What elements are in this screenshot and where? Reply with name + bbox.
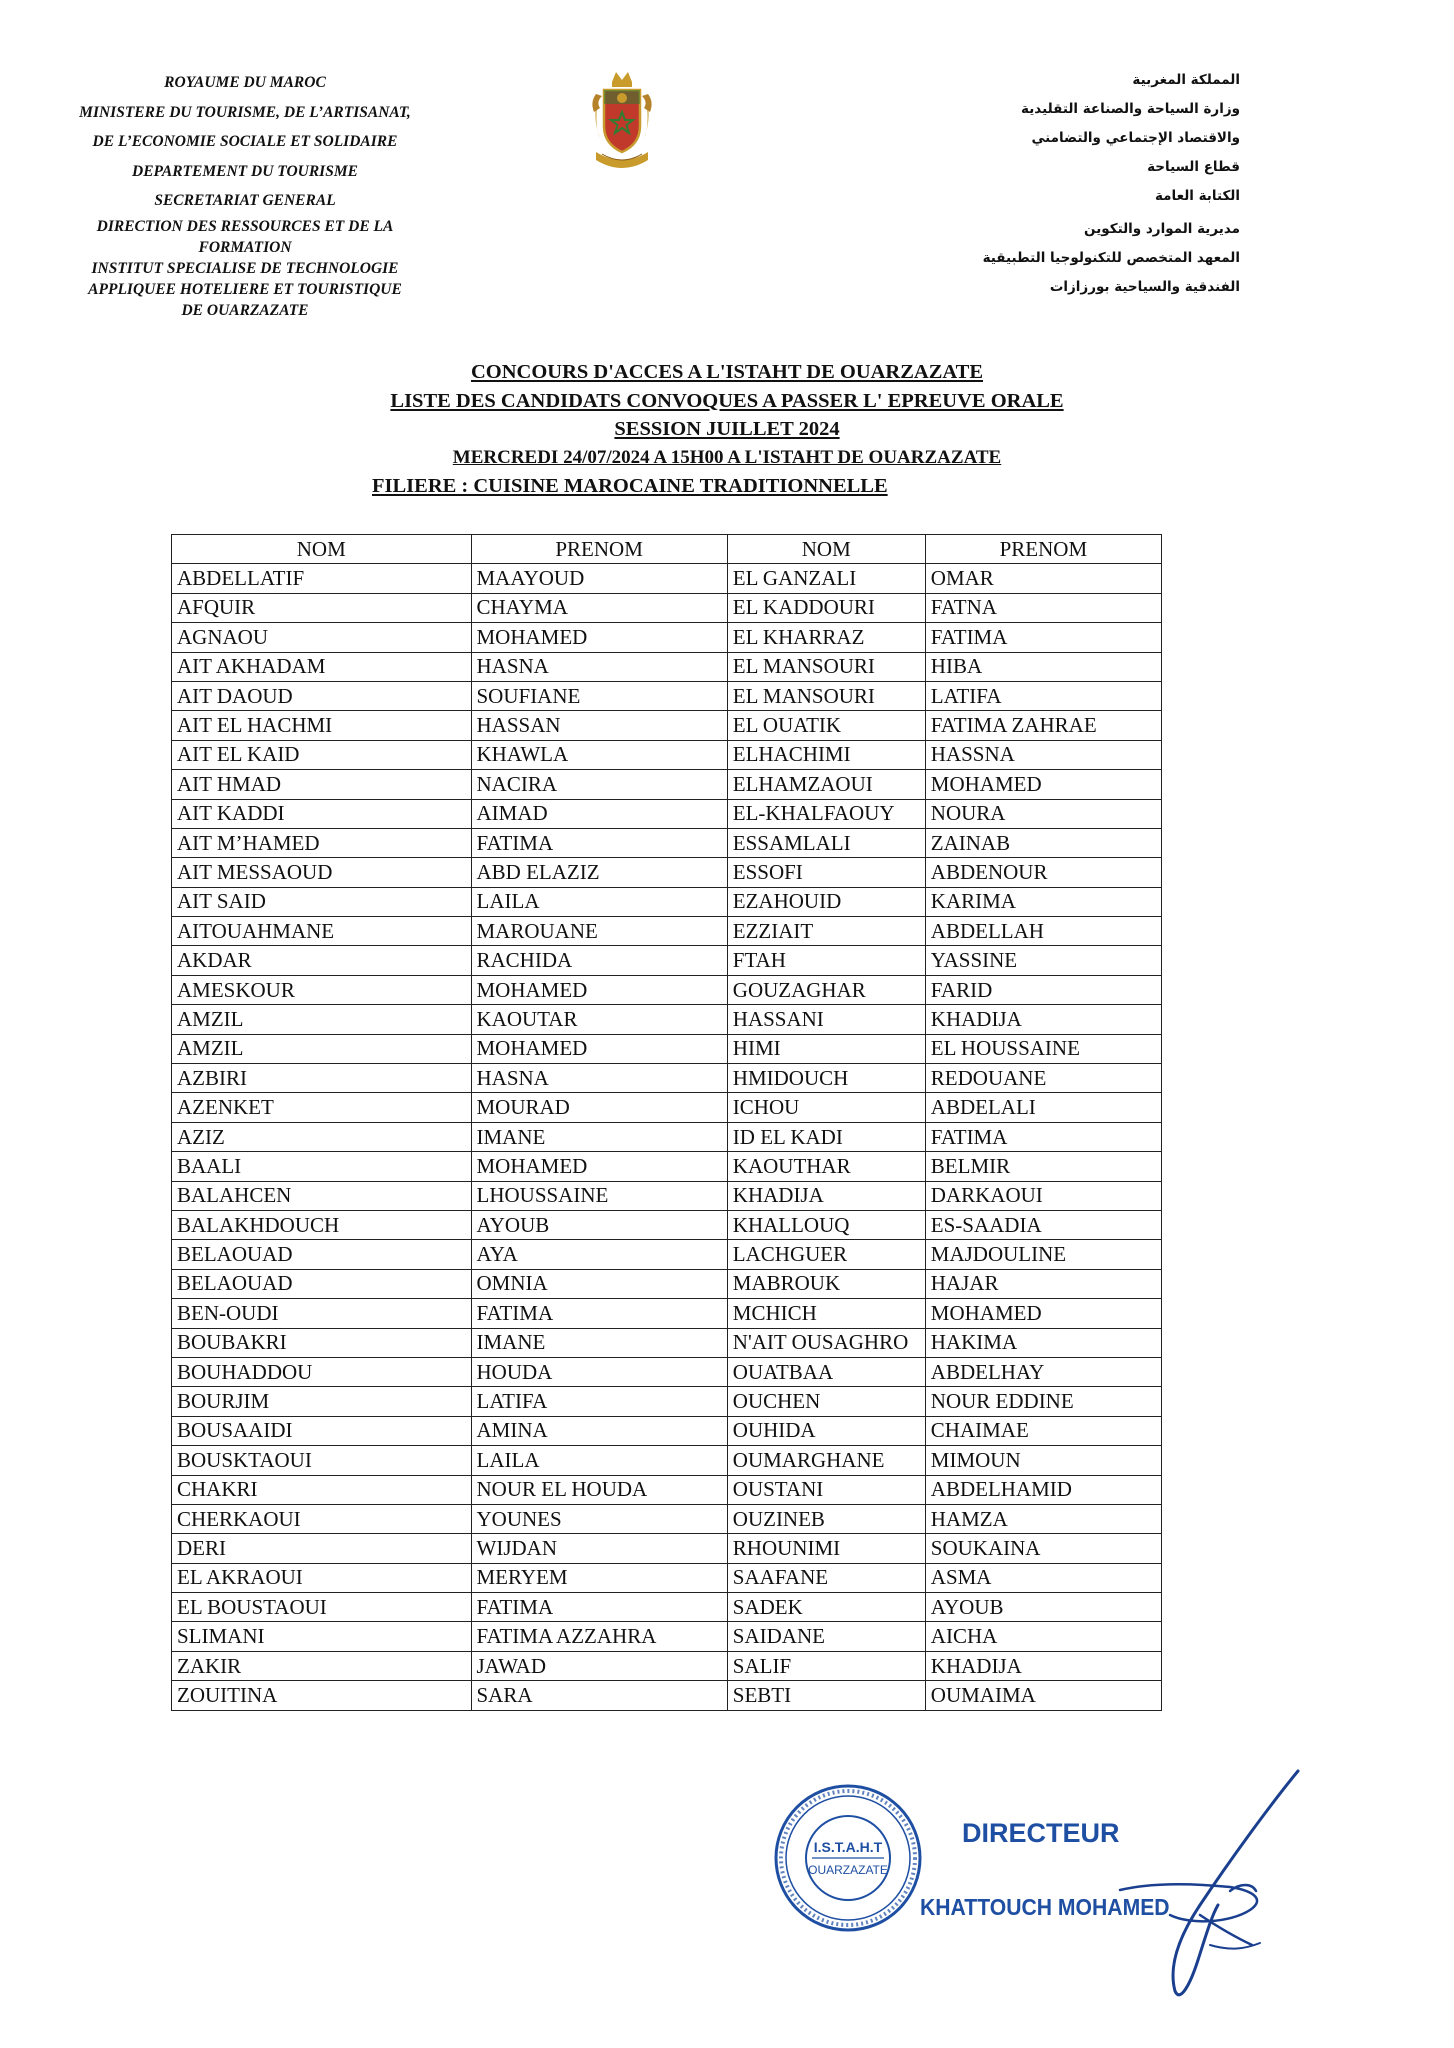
cell-prenom-right: MAJDOULINE (925, 1240, 1161, 1269)
cell-prenom-right: AYOUB (925, 1593, 1161, 1622)
cell-prenom-left: IMANE (471, 1328, 727, 1357)
cell-prenom-right: FATNA (925, 593, 1161, 622)
table-row (172, 770, 1162, 799)
table-row (172, 946, 1162, 975)
cell-prenom-right: KHADIJA (925, 1651, 1161, 1680)
cell-prenom-left: FATIMA (471, 1593, 727, 1622)
cell-nom-left: AIT HMAD (172, 770, 472, 799)
cell-prenom-left: MOHAMED (471, 1152, 727, 1181)
cell-nom-left: AZENKET (172, 1093, 472, 1122)
cell-nom-right: N'AIT OUSAGHRO (727, 1328, 925, 1357)
cell-nom-left: AIT AKHADAM (172, 652, 472, 681)
cell-nom-right: OUMARGHANE (727, 1446, 925, 1475)
cell-nom-left: BOUBAKRI (172, 1328, 472, 1357)
table-row (172, 1269, 1162, 1298)
cell-prenom-right: NOUR EDDINE (925, 1387, 1161, 1416)
cell-nom-left: DERI (172, 1534, 472, 1563)
cell-nom-left: BALAKHDOUCH (172, 1210, 472, 1239)
cell-prenom-left: SARA (471, 1681, 727, 1710)
table-row (172, 740, 1162, 769)
cell-prenom-right: ABDELLAH (925, 917, 1161, 946)
cell-nom-left: AMZIL (172, 1034, 472, 1063)
table-row (172, 1622, 1162, 1651)
table-row (172, 1563, 1162, 1592)
cell-prenom-left: MOHAMED (471, 623, 727, 652)
cell-nom-left: BOURJIM (172, 1387, 472, 1416)
table-row (172, 681, 1162, 710)
cell-nom-left: AKDAR (172, 946, 472, 975)
cell-prenom-left: FATIMA (471, 828, 727, 857)
cell-nom-left: ZAKIR (172, 1651, 472, 1680)
header-right-line: قطاع السياحة (1147, 159, 1240, 175)
cell-prenom-right: MOHAMED (925, 1299, 1161, 1328)
table-row (172, 887, 1162, 916)
director-name: KHATTOUCH MOHAMED (920, 1894, 1170, 1920)
cell-nom-left: AIT MESSAOUD (172, 858, 472, 887)
cell-prenom-right: ASMA (925, 1563, 1161, 1592)
cell-nom-left: EL BOUSTAOUI (172, 1593, 472, 1622)
header-left-line: MINISTERE DU TOURISME, DE L’ARTISANAT, (79, 103, 411, 121)
cell-nom-left: BEN-OUDI (172, 1299, 472, 1328)
cell-prenom-right: ABDELALI (925, 1093, 1161, 1122)
header-right-line: والاقتصاد الإجتماعي والتضامني (1031, 130, 1240, 146)
table-body (172, 564, 1162, 1710)
cell-prenom-left: SOUFIANE (471, 681, 727, 710)
cell-prenom-left: OMNIA (471, 1269, 727, 1298)
cell-nom-right: ELHAMZAOUI (727, 770, 925, 799)
cell-nom-left: ZOUITINA (172, 1681, 472, 1710)
cell-prenom-left: YOUNES (471, 1504, 727, 1533)
cell-prenom-right: REDOUANE (925, 1064, 1161, 1093)
header-left-line: FORMATION (198, 238, 292, 256)
header-left-line: DEPARTEMENT DU TOURISME (132, 162, 358, 180)
table-row (172, 1475, 1162, 1504)
cell-nom-right: HMIDOUCH (727, 1064, 925, 1093)
cell-prenom-left: AIMAD (471, 799, 727, 828)
cell-prenom-left: HASNA (471, 1064, 727, 1093)
handwritten-signature-icon (1080, 1765, 1320, 2005)
cell-prenom-left: NOUR EL HOUDA (471, 1475, 727, 1504)
cell-nom-right: OUCHEN (727, 1387, 925, 1416)
cell-nom-left: AIT M’HAMED (172, 828, 472, 857)
cell-prenom-left: IMANE (471, 1122, 727, 1151)
header-right-line: الفندقية والسياحية بورزازات (1049, 279, 1240, 295)
cell-prenom-left: HASSAN (471, 711, 727, 740)
cell-nom-right: GOUZAGHAR (727, 975, 925, 1004)
table-row (172, 593, 1162, 622)
table-row (172, 1651, 1162, 1680)
cell-nom-left: AMZIL (172, 1005, 472, 1034)
table-row (172, 1416, 1162, 1445)
cell-nom-right: EL KHARRAZ (727, 623, 925, 652)
cell-nom-left: BELAOUAD (172, 1269, 472, 1298)
header-right-arabic (980, 66, 1260, 302)
table-row (172, 1299, 1162, 1328)
column-header-prenom: PRENOM (471, 535, 727, 564)
cell-prenom-right: ES-SAADIA (925, 1210, 1161, 1239)
cell-prenom-right: SOUKAINA (925, 1534, 1161, 1563)
cell-nom-right: SEBTI (727, 1681, 925, 1710)
cell-prenom-left: RACHIDA (471, 946, 727, 975)
cell-prenom-left: ABD ELAZIZ (471, 858, 727, 887)
table-row (172, 652, 1162, 681)
cell-prenom-right: HIBA (925, 652, 1161, 681)
cell-prenom-left: MOURAD (471, 1093, 727, 1122)
candidates-table (171, 534, 1162, 1711)
header-left-line: INSTITUT SPECIALISE DE TECHNOLOGIE (91, 259, 399, 277)
cell-prenom-left: FATIMA (471, 1299, 727, 1328)
cell-prenom-left: AMINA (471, 1416, 727, 1445)
cell-prenom-right: HAKIMA (925, 1328, 1161, 1357)
table-row (172, 1593, 1162, 1622)
cell-prenom-right: MOHAMED (925, 770, 1161, 799)
table-row (172, 828, 1162, 857)
column-header-nom: NOM (172, 535, 472, 564)
cell-prenom-left: MOHAMED (471, 1034, 727, 1063)
cell-nom-right: SAAFANE (727, 1563, 925, 1592)
cell-prenom-right: EL HOUSSAINE (925, 1034, 1161, 1063)
table-row (172, 1534, 1162, 1563)
cell-nom-right: EL KADDOURI (727, 593, 925, 622)
cell-nom-right: OUHIDA (727, 1416, 925, 1445)
cell-prenom-right: YASSINE (925, 946, 1161, 975)
table-row (172, 917, 1162, 946)
cell-nom-left: AIT KADDI (172, 799, 472, 828)
cell-prenom-left: AYOUB (471, 1210, 727, 1239)
cell-prenom-right: KARIMA (925, 887, 1161, 916)
cell-nom-left: AZBIRI (172, 1064, 472, 1093)
table-row (172, 1210, 1162, 1239)
cell-nom-right: EL GANZALI (727, 564, 925, 593)
cell-prenom-right: HASSNA (925, 740, 1161, 769)
table-row (172, 1387, 1162, 1416)
cell-nom-right: HASSANI (727, 1005, 925, 1034)
cell-nom-right: ELHACHIMI (727, 740, 925, 769)
cell-prenom-left: MERYEM (471, 1563, 727, 1592)
table-row (172, 1357, 1162, 1386)
table-row (172, 1240, 1162, 1269)
cell-prenom-right: KHADIJA (925, 1005, 1161, 1034)
cell-nom-right: EL MANSOURI (727, 652, 925, 681)
cell-prenom-right: MIMOUN (925, 1446, 1161, 1475)
table-row (172, 975, 1162, 1004)
cell-nom-left: BAALI (172, 1152, 472, 1181)
cell-nom-right: MABROUK (727, 1269, 925, 1298)
table-row (172, 1504, 1162, 1533)
cell-prenom-right: BELMIR (925, 1152, 1161, 1181)
cell-nom-left: BALAHCEN (172, 1181, 472, 1210)
header-left-line: ROYAUME DU MAROC (164, 74, 326, 91)
title-filiere: FILIERE : CUISINE MAROCAINE TRADITIONNELLE (372, 475, 888, 497)
cell-nom-left: CHAKRI (172, 1475, 472, 1504)
title-session: SESSION JUILLET 2024 (614, 418, 840, 440)
cell-nom-right: OUSTANI (727, 1475, 925, 1504)
cell-nom-right: SADEK (727, 1593, 925, 1622)
header-left-line: DIRECTION DES RESSOURCES ET DE LA (96, 217, 394, 235)
cell-nom-left: AMESKOUR (172, 975, 472, 1004)
cell-nom-left: BOUSKTAOUI (172, 1446, 472, 1475)
cell-nom-left: BELAOUAD (172, 1240, 472, 1269)
cell-nom-left: BOUHADDOU (172, 1357, 472, 1386)
cell-nom-right: EZAHOUID (727, 887, 925, 916)
table-row (172, 1064, 1162, 1093)
cell-nom-right: ICHOU (727, 1093, 925, 1122)
cell-nom-left: AIT SAID (172, 887, 472, 916)
cell-prenom-right: AICHA (925, 1622, 1161, 1651)
cell-prenom-left: LAILA (471, 1446, 727, 1475)
cell-nom-right: ID EL KADI (727, 1122, 925, 1151)
cell-prenom-left: LHOUSSAINE (471, 1181, 727, 1210)
cell-prenom-left: AYA (471, 1240, 727, 1269)
cell-prenom-left: WIJDAN (471, 1534, 727, 1563)
cell-prenom-right: ABDENOUR (925, 858, 1161, 887)
cell-nom-left: EL AKRAOUI (172, 1563, 472, 1592)
column-header-prenom: PRENOM (925, 535, 1161, 564)
cell-prenom-left: KAOUTAR (471, 1005, 727, 1034)
cell-prenom-left: HOUDA (471, 1357, 727, 1386)
cell-prenom-left: JAWAD (471, 1651, 727, 1680)
cell-prenom-right: FATIMA (925, 1122, 1161, 1151)
cell-prenom-left: KHAWLA (471, 740, 727, 769)
cell-nom-left: AIT EL KAID (172, 740, 472, 769)
header-left-line: DE L’ECONOMIE SOCIALE ET SOLIDAIRE (92, 133, 398, 150)
header-left-french (40, 68, 450, 321)
cell-nom-right: EL-KHALFAOUY (727, 799, 925, 828)
cell-nom-left: AIT EL HACHMI (172, 711, 472, 740)
cell-nom-right: EZZIAIT (727, 917, 925, 946)
table-row (172, 623, 1162, 652)
table-header-row (172, 535, 1162, 564)
cell-prenom-right: FARID (925, 975, 1161, 1004)
cell-nom-right: EL OUATIK (727, 711, 925, 740)
table-row (172, 1152, 1162, 1181)
header-right-line: الكتابة العامة (1154, 188, 1240, 204)
header-right-line: المملكة المغربية (1132, 72, 1240, 88)
table-row (172, 711, 1162, 740)
column-header-nom: NOM (727, 535, 925, 564)
cell-prenom-left: NACIRA (471, 770, 727, 799)
cell-prenom-left: MOHAMED (471, 975, 727, 1004)
cell-prenom-left: LAILA (471, 887, 727, 916)
header-right-line: المعهد المتخصص للتكنولوجيا التطبيقية (982, 250, 1240, 266)
header-left-line: APPLIQUEE HOTELIERE ET TOURISTIQUE (88, 280, 402, 298)
cell-prenom-right: LATIFA (925, 681, 1161, 710)
cell-nom-left: AGNAOU (172, 623, 472, 652)
table-row (172, 564, 1162, 593)
header-right-line: مديرية الموارد والتكوين (1084, 221, 1240, 237)
cell-nom-right: KHALLOUQ (727, 1210, 925, 1239)
table-row (172, 1093, 1162, 1122)
table-row (172, 1005, 1162, 1034)
cell-prenom-right: HAJAR (925, 1269, 1161, 1298)
table-row (172, 858, 1162, 887)
cell-nom-right: HIMI (727, 1034, 925, 1063)
director-title: DIRECTEUR (962, 1818, 1120, 1848)
cell-prenom-left: CHAYMA (471, 593, 727, 622)
cell-prenom-left: HASNA (471, 652, 727, 681)
cell-prenom-right: ABDELHAMID (925, 1475, 1161, 1504)
cell-prenom-right: OUMAIMA (925, 1681, 1161, 1710)
cell-nom-right: KHADIJA (727, 1181, 925, 1210)
cell-nom-right: LACHGUER (727, 1240, 925, 1269)
title-concours: CONCOURS D'ACCES A L'ISTAHT DE OUARZAZATE (470, 361, 984, 383)
cell-nom-right: ESSOFI (727, 858, 925, 887)
moroccan-coat-of-arms-icon (588, 68, 656, 180)
cell-nom-right: RHOUNIMI (727, 1534, 925, 1563)
cell-nom-right: OUZINEB (727, 1504, 925, 1533)
header-left-line: SECRETARIAT GENERAL (154, 192, 336, 209)
cell-nom-right: FTAH (727, 946, 925, 975)
title-liste: LISTE DES CANDIDATS CONVOQUES A PASSER L' EPREUVE ORALE (390, 389, 1064, 412)
cell-nom-right: MCHICH (727, 1299, 925, 1328)
cell-prenom-left: MAROUANE (471, 917, 727, 946)
table-row (172, 1681, 1162, 1710)
cell-prenom-right: CHAIMAE (925, 1416, 1161, 1445)
cell-nom-right: ESSAMLALI (727, 828, 925, 857)
cell-nom-left: AIT DAOUD (172, 681, 472, 710)
table-row (172, 1446, 1162, 1475)
header-right-line: وزارة السياحة والصناعة التقليدية (1021, 101, 1240, 117)
cell-nom-left: SLIMANI (172, 1622, 472, 1651)
cell-prenom-right: OMAR (925, 564, 1161, 593)
cell-nom-left: BOUSAAIDI (172, 1416, 472, 1445)
cell-prenom-left: LATIFA (471, 1387, 727, 1416)
cell-prenom-right: FATIMA (925, 623, 1161, 652)
cell-prenom-right: DARKAOUI (925, 1181, 1161, 1210)
cell-prenom-right: NOURA (925, 799, 1161, 828)
cell-prenom-left: FATIMA AZZAHRA (471, 1622, 727, 1651)
cell-nom-left: CHERKAOUI (172, 1504, 472, 1533)
cell-nom-right: EL MANSOURI (727, 681, 925, 710)
official-stamp-icon (772, 1782, 924, 1934)
table-row (172, 1328, 1162, 1357)
title-date: MERCREDI 24/07/2024 A 15H00 A L'ISTAHT DE OUARZAZATE (452, 446, 1002, 468)
cell-nom-right: SAIDANE (727, 1622, 925, 1651)
cell-prenom-right: HAMZA (925, 1504, 1161, 1533)
stamp-center-text: I.S.T.A.H.T (813, 1839, 883, 1855)
cell-prenom-right: ABDELHAY (925, 1357, 1161, 1386)
cell-prenom-right: ZAINAB (925, 828, 1161, 857)
table-row (172, 1122, 1162, 1151)
cell-prenom-right: FATIMA ZAHRAE (925, 711, 1161, 740)
header-left-line: DE OUARZAZATE (181, 301, 309, 319)
table-row (172, 799, 1162, 828)
cell-nom-left: AFQUIR (172, 593, 472, 622)
cell-nom-left: ABDELLATIF (172, 564, 472, 593)
table-row (172, 1181, 1162, 1210)
cell-nom-left: AZIZ (172, 1122, 472, 1151)
cell-nom-left: AITOUAHMANE (172, 917, 472, 946)
cell-nom-right: OUATBAA (727, 1357, 925, 1386)
table-row (172, 1034, 1162, 1063)
stamp-sub-text: OUARZAZATE (808, 1863, 888, 1877)
document-titles (0, 358, 1454, 501)
cell-nom-right: SALIF (727, 1651, 925, 1680)
cell-prenom-left: MAAYOUD (471, 564, 727, 593)
cell-nom-right: KAOUTHAR (727, 1152, 925, 1181)
